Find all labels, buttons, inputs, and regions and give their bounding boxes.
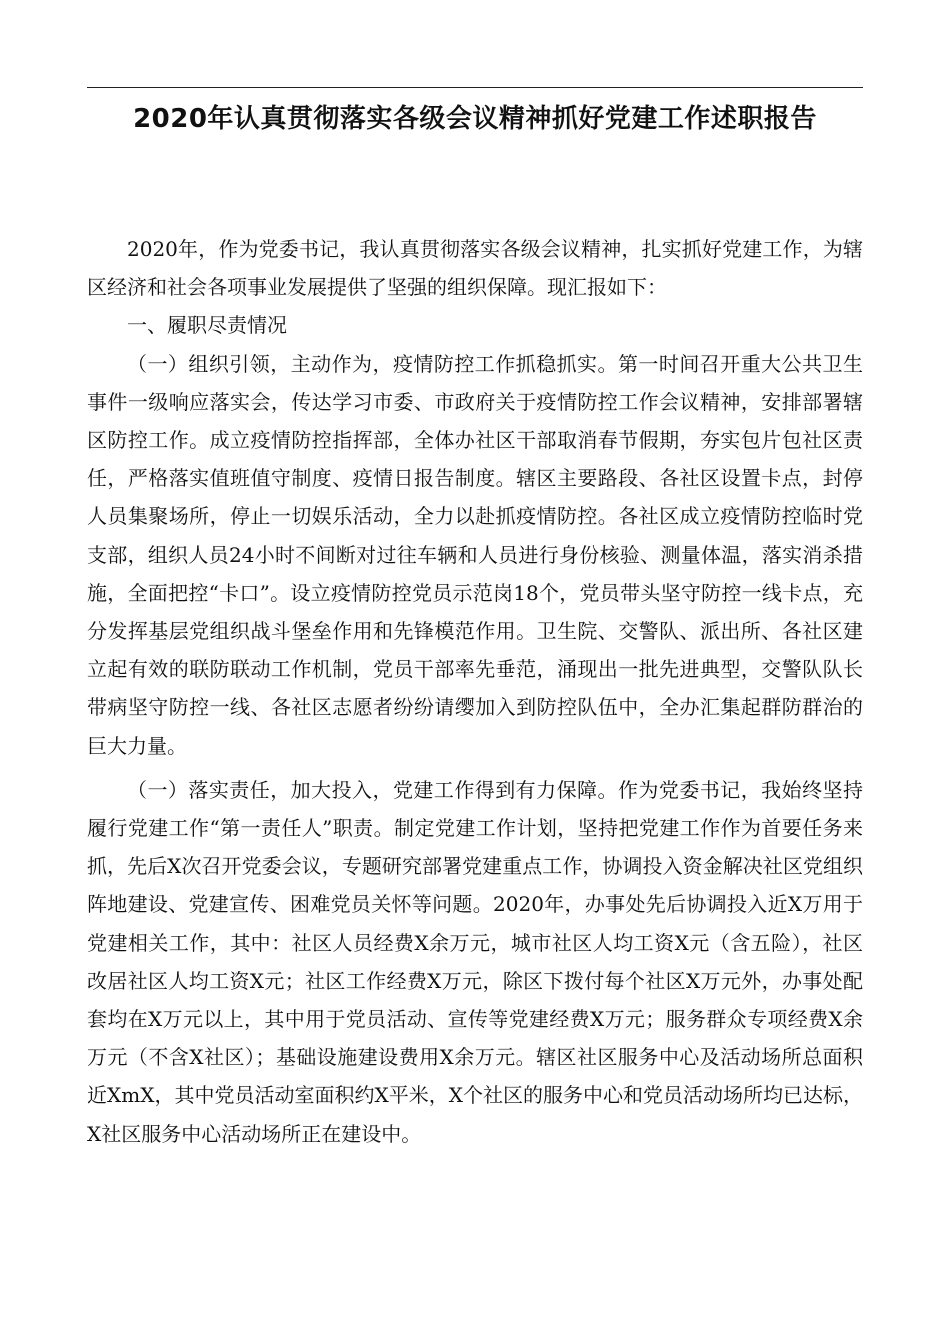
paragraph-epidemic-control: （一）组织引领，主动作为，疫情防控工作抓稳抓实。第一时间召开重大公共卫生事件一级响应落实会，传达学习市委、市政府关于疫情防控工作会议精神，安排部署辖区防控工作。成立疫情防控指挥部，全体办社区干部取消春节假期，夯实包片包社区责任，严格落实值班值守制度、疫情日报告制度。辖区主要路段、各社区设置卡点，封停人员集聚场所，停止一切娱乐活动，全力以赴抓疫情防控。各社区成立疫情防控临时党支部，组织人员24小时不间断对过往车辆和人员进行身份核验、测量体温，落实消杀措施，全面把控“卡口”。设立疫情防控党员示范岗18个，党员带头坚守防控一线卡点，充分发挥基层党组织战斗堡垒作用和先锋模范作用。卫生院、交警队、派出所、各社区建立起有效的联防联动工作机制，党员干部率先垂范，涌现出一批先进典型，交警队队长带病坚守防控一线、各社区志愿者纷纷请缨加入到防控队伍中，全办汇集起群防群治的巨大力量。 — [87, 351, 863, 758]
paragraph-party-building-funding: （一）落实责任，加大投入，党建工作得到有力保障。作为党委书记，我始终坚持履行党建工作“第一责任人”职责。制定党建工作计划，坚持把党建工作作为首要任务来抓，先后X次召开党委会议，专题研究部署党建重点工作，协调投入资金解决社区党组织阵地建设、党建宣传、困难党员关怀等问题。2020年，办事处先后协调投入近X万用于党建相关工作，其中：社区人员经费X余万元，城市社区人均工资X元（含五险），社区改居社区人均工资X元；社区工作经费X万元，除区下拨付每个社区X万元外，办事处配套均在X万元以上，其中用于党员活动、宣传等党建经费X万元；服务群众专项经费X余万元（不含X社区）；基础设施建设费用X余万元。辖区社区服务中心及活动场所总面积近XmX，其中党员活动室面积约X平米，X个社区的服务中心和党员活动场所均已达标，X社区服务中心活动场所正在建设中。 — [87, 777, 863, 1146]
intro-paragraph: 2020年，作为党委书记，我认真贯彻落实各级会议精神，扎实抓好党建工作，为辖区经济和社会各项事业发展提供了坚强的组织保障。现汇报如下： — [87, 237, 863, 300]
header-rule — [87, 87, 863, 88]
document-title: 2020年认真贯彻落实各级会议精神抓好党建工作述职报告 — [133, 104, 817, 134]
document-body — [87, 230, 863, 1153]
section-heading-1: 一、履职尽责情况 — [127, 313, 287, 338]
